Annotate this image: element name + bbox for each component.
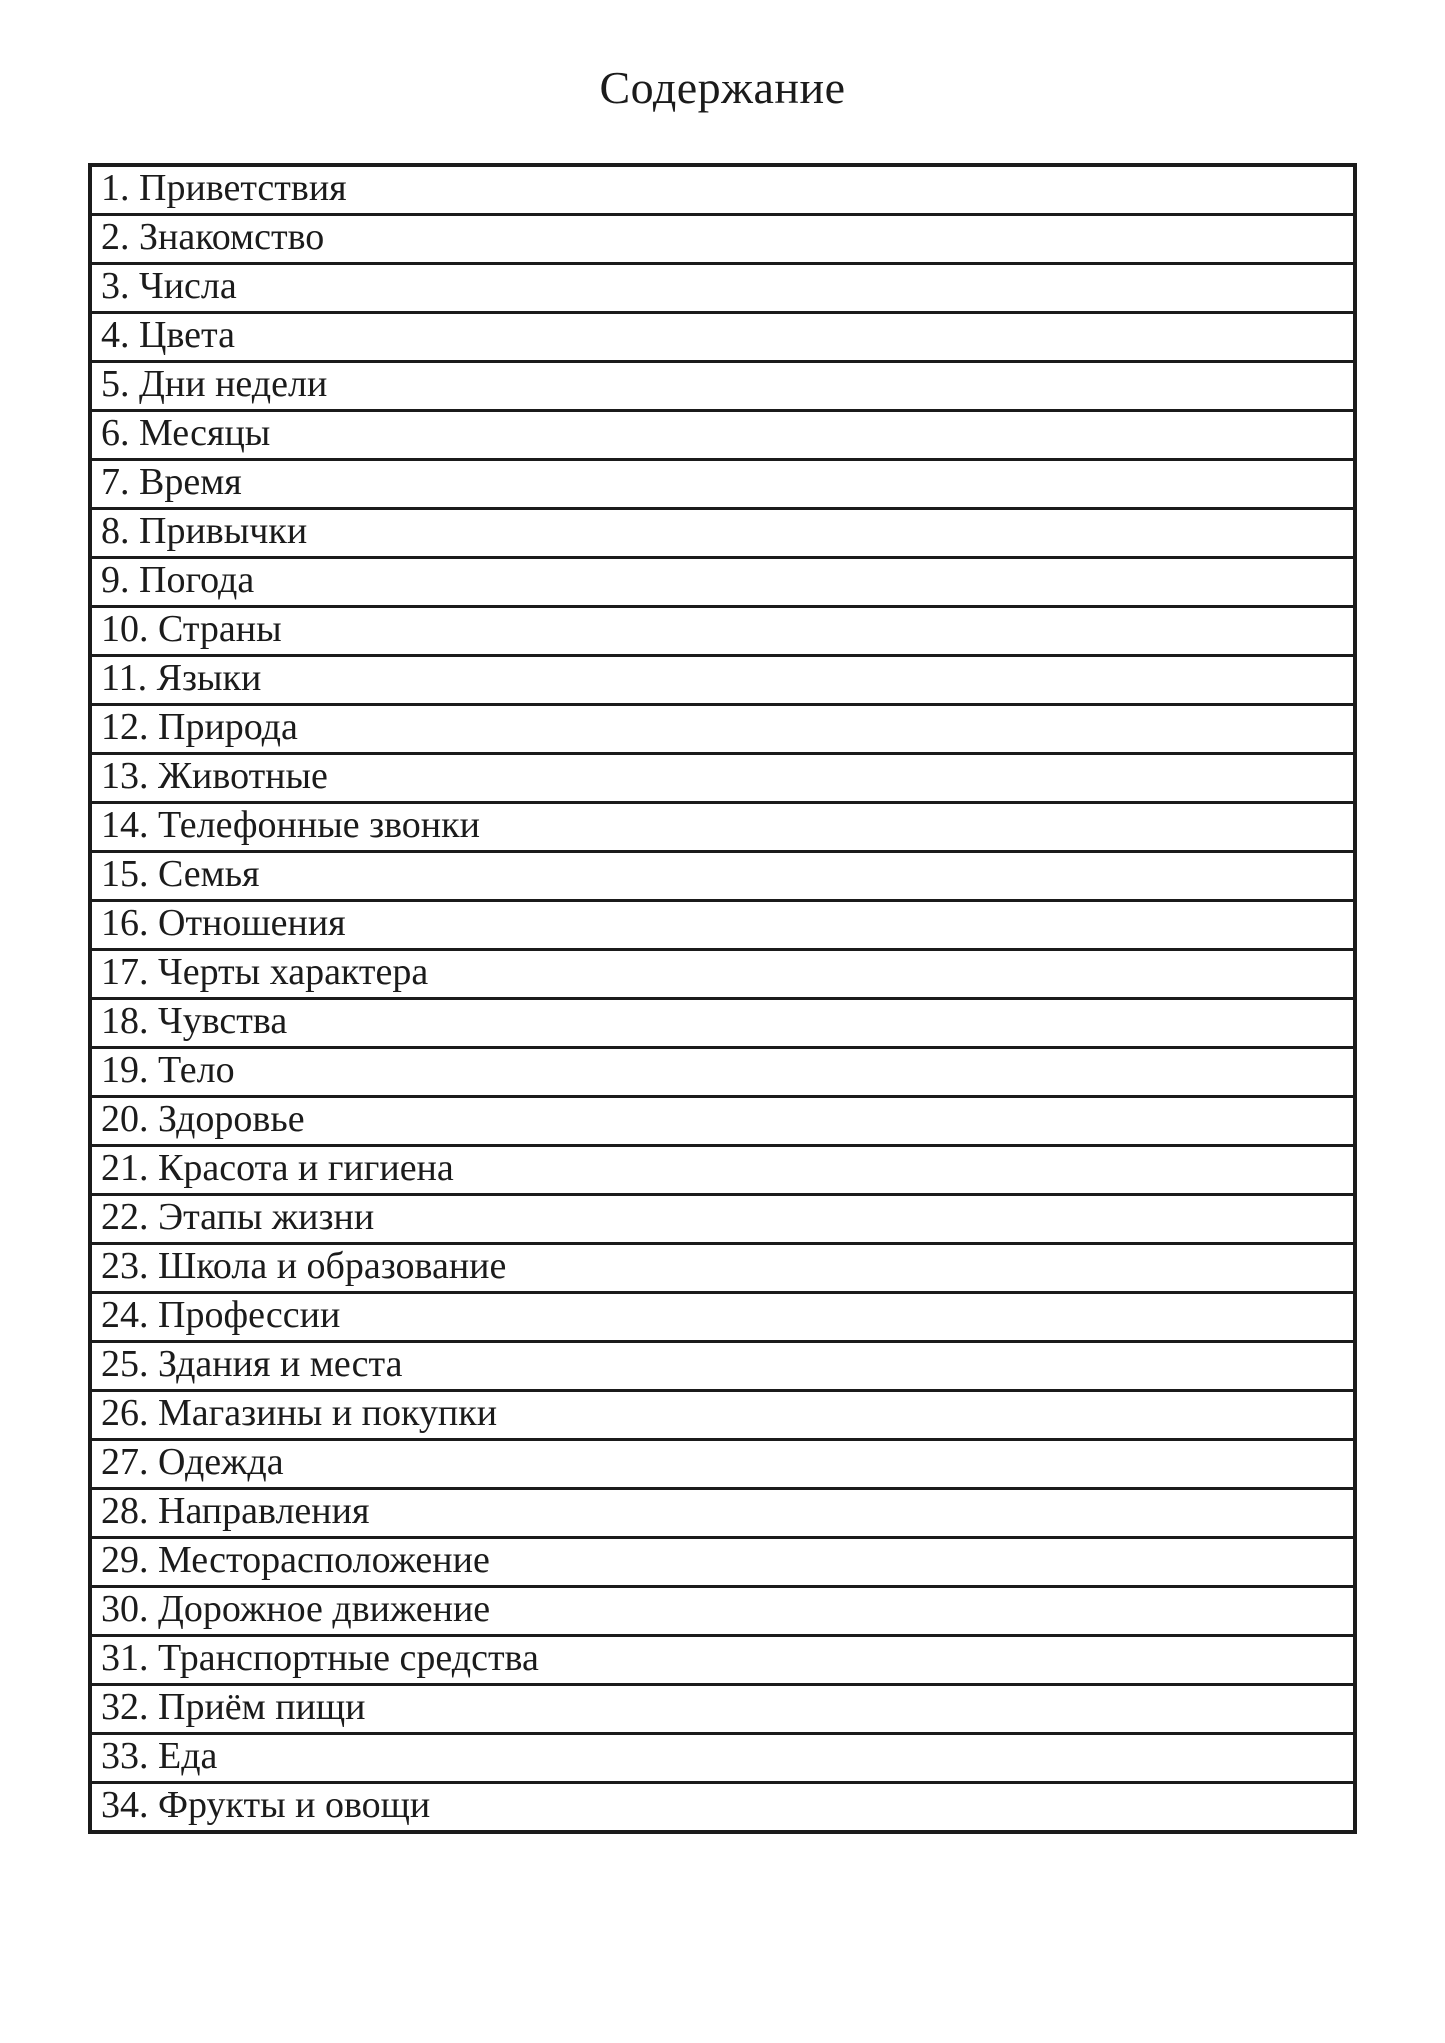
toc-item-number: 17. <box>101 951 149 993</box>
page-title: Содержание <box>599 62 846 113</box>
toc-item-number: 10. <box>101 608 149 650</box>
toc-item-label: Отношения <box>158 902 346 944</box>
toc-item-label: Магазины и покупки <box>158 1392 498 1434</box>
toc-item-label: Приём пищи <box>158 1686 366 1728</box>
toc-item-number: 16. <box>101 902 149 944</box>
toc-cell <box>90 1097 1355 1146</box>
toc-cell <box>90 1489 1355 1538</box>
toc-cell <box>90 558 1355 607</box>
toc-item-label: Еда <box>158 1735 218 1777</box>
toc-item-label: Дорожное движение <box>158 1588 491 1630</box>
toc-item-label: Профессии <box>158 1294 341 1336</box>
toc-item-label: Дни недели <box>139 363 328 405</box>
toc-cell <box>90 1195 1355 1244</box>
toc-row <box>90 509 1355 558</box>
toc-row <box>90 901 1355 950</box>
toc-cell <box>90 362 1355 411</box>
toc-cell <box>90 264 1355 313</box>
toc-cell <box>90 215 1355 264</box>
toc-cell <box>90 607 1355 656</box>
toc-row <box>90 1538 1355 1587</box>
toc-row <box>90 411 1355 460</box>
toc-cell <box>90 803 1355 852</box>
toc-cell <box>90 509 1355 558</box>
toc-item-number: 21. <box>101 1147 149 1189</box>
toc-row <box>90 165 1355 215</box>
toc-item-number: 1. <box>101 167 130 209</box>
toc-cell <box>90 1587 1355 1636</box>
toc-cell <box>90 1391 1355 1440</box>
toc-row <box>90 1489 1355 1538</box>
toc-item-number: 26. <box>101 1392 149 1434</box>
toc-cell <box>90 1342 1355 1391</box>
toc-item-number: 11. <box>101 657 148 699</box>
toc-cell <box>90 1440 1355 1489</box>
toc-row <box>90 1391 1355 1440</box>
toc-cell <box>90 1538 1355 1587</box>
toc-row <box>90 705 1355 754</box>
toc-item-label: Языки <box>156 657 262 699</box>
toc-row <box>90 1146 1355 1195</box>
toc-item-number: 19. <box>101 1049 149 1091</box>
toc-row <box>90 950 1355 999</box>
toc-row <box>90 1342 1355 1391</box>
toc-row <box>90 215 1355 264</box>
toc-item-label: Этапы жизни <box>158 1196 375 1238</box>
toc-row <box>90 1587 1355 1636</box>
toc-item-number: 28. <box>101 1490 149 1532</box>
toc-item-number: 20. <box>101 1098 149 1140</box>
toc-item-label: Природа <box>158 706 298 748</box>
toc-item-label: Знакомство <box>139 216 325 258</box>
toc-cell <box>90 705 1355 754</box>
toc-item-label: Приветствия <box>139 167 347 209</box>
toc-item-number: 33. <box>101 1735 149 1777</box>
toc-item-number: 23. <box>101 1245 149 1287</box>
toc-item-number: 7. <box>101 461 130 503</box>
toc-item-number: 13. <box>101 755 149 797</box>
toc-item-number: 14. <box>101 804 149 846</box>
toc-item-number: 22. <box>101 1196 149 1238</box>
toc-row <box>90 558 1355 607</box>
toc-cell <box>90 1685 1355 1734</box>
toc-item-label: Фрукты и овощи <box>158 1784 431 1826</box>
toc-cell <box>90 656 1355 705</box>
toc-row <box>90 754 1355 803</box>
toc-item-label: Числа <box>139 265 237 307</box>
toc-item-label: Телефонные звонки <box>158 804 480 846</box>
toc-item-label: Страны <box>158 608 282 650</box>
toc-row <box>90 264 1355 313</box>
toc-item-label: Транспортные средства <box>158 1637 539 1679</box>
toc-cell <box>90 950 1355 999</box>
toc-body <box>90 165 1355 1832</box>
toc-item-number: 34. <box>101 1784 149 1826</box>
toc-item-number: 18. <box>101 1000 149 1042</box>
toc-row <box>90 1293 1355 1342</box>
toc-item-number: 6. <box>101 412 130 454</box>
toc-cell <box>90 1783 1355 1833</box>
toc-table <box>88 163 1357 1834</box>
toc-item-label: Здания и места <box>158 1343 403 1385</box>
toc-item-label: Погода <box>139 559 255 601</box>
toc-item-label: Животные <box>158 755 328 797</box>
toc-cell <box>90 411 1355 460</box>
toc-row <box>90 1048 1355 1097</box>
toc-row <box>90 999 1355 1048</box>
toc-row <box>90 362 1355 411</box>
toc-cell <box>90 1244 1355 1293</box>
toc-item-label: Школа и образование <box>158 1245 507 1287</box>
toc-item-number: 25. <box>101 1343 149 1385</box>
toc-row <box>90 1097 1355 1146</box>
toc-item-label: Тело <box>158 1049 235 1091</box>
toc-item-label: Чувства <box>158 1000 288 1042</box>
toc-row <box>90 460 1355 509</box>
toc-row <box>90 1685 1355 1734</box>
toc-cell <box>90 165 1355 215</box>
toc-item-number: 4. <box>101 314 130 356</box>
toc-row <box>90 1244 1355 1293</box>
toc-row <box>90 1195 1355 1244</box>
toc-item-label: Месторасположение <box>158 1539 490 1581</box>
toc-item-number: 32. <box>101 1686 149 1728</box>
toc-cell <box>90 754 1355 803</box>
toc-item-label: Здоровье <box>158 1098 305 1140</box>
toc-cell <box>90 1636 1355 1685</box>
toc-cell <box>90 1146 1355 1195</box>
toc-item-label: Месяцы <box>139 412 271 454</box>
toc-item-label: Привычки <box>139 510 308 552</box>
toc-item-number: 8. <box>101 510 130 552</box>
toc-item-label: Семья <box>158 853 260 895</box>
toc-item-label: Направления <box>158 1490 370 1532</box>
toc-cell <box>90 999 1355 1048</box>
toc-item-number: 27. <box>101 1441 149 1483</box>
toc-item-number: 2. <box>101 216 130 258</box>
toc-row <box>90 607 1355 656</box>
toc-item-label: Время <box>139 461 242 503</box>
toc-row <box>90 1734 1355 1783</box>
toc-cell <box>90 313 1355 362</box>
toc-row <box>90 313 1355 362</box>
toc-row <box>90 1440 1355 1489</box>
toc-cell <box>90 901 1355 950</box>
toc-row <box>90 803 1355 852</box>
toc-item-number: 12. <box>101 706 149 748</box>
toc-row <box>90 852 1355 901</box>
toc-item-number: 31. <box>101 1637 149 1679</box>
toc-row <box>90 1783 1355 1833</box>
toc-cell <box>90 852 1355 901</box>
toc-cell <box>90 460 1355 509</box>
toc-item-label: Красота и гигиена <box>158 1147 454 1189</box>
toc-row <box>90 656 1355 705</box>
toc-cell <box>90 1293 1355 1342</box>
toc-item-number: 3. <box>101 265 130 307</box>
toc-item-number: 29. <box>101 1539 149 1581</box>
toc-item-number: 15. <box>101 853 149 895</box>
toc-item-label: Цвета <box>139 314 235 356</box>
toc-item-number: 30. <box>101 1588 149 1630</box>
toc-row <box>90 1636 1355 1685</box>
toc-item-label: Черты характера <box>158 951 429 993</box>
toc-item-number: 24. <box>101 1294 149 1336</box>
toc-item-number: 9. <box>101 559 130 601</box>
toc-item-label: Одежда <box>158 1441 284 1483</box>
toc-cell <box>90 1734 1355 1783</box>
toc-item-number: 5. <box>101 363 130 405</box>
toc-cell <box>90 1048 1355 1097</box>
